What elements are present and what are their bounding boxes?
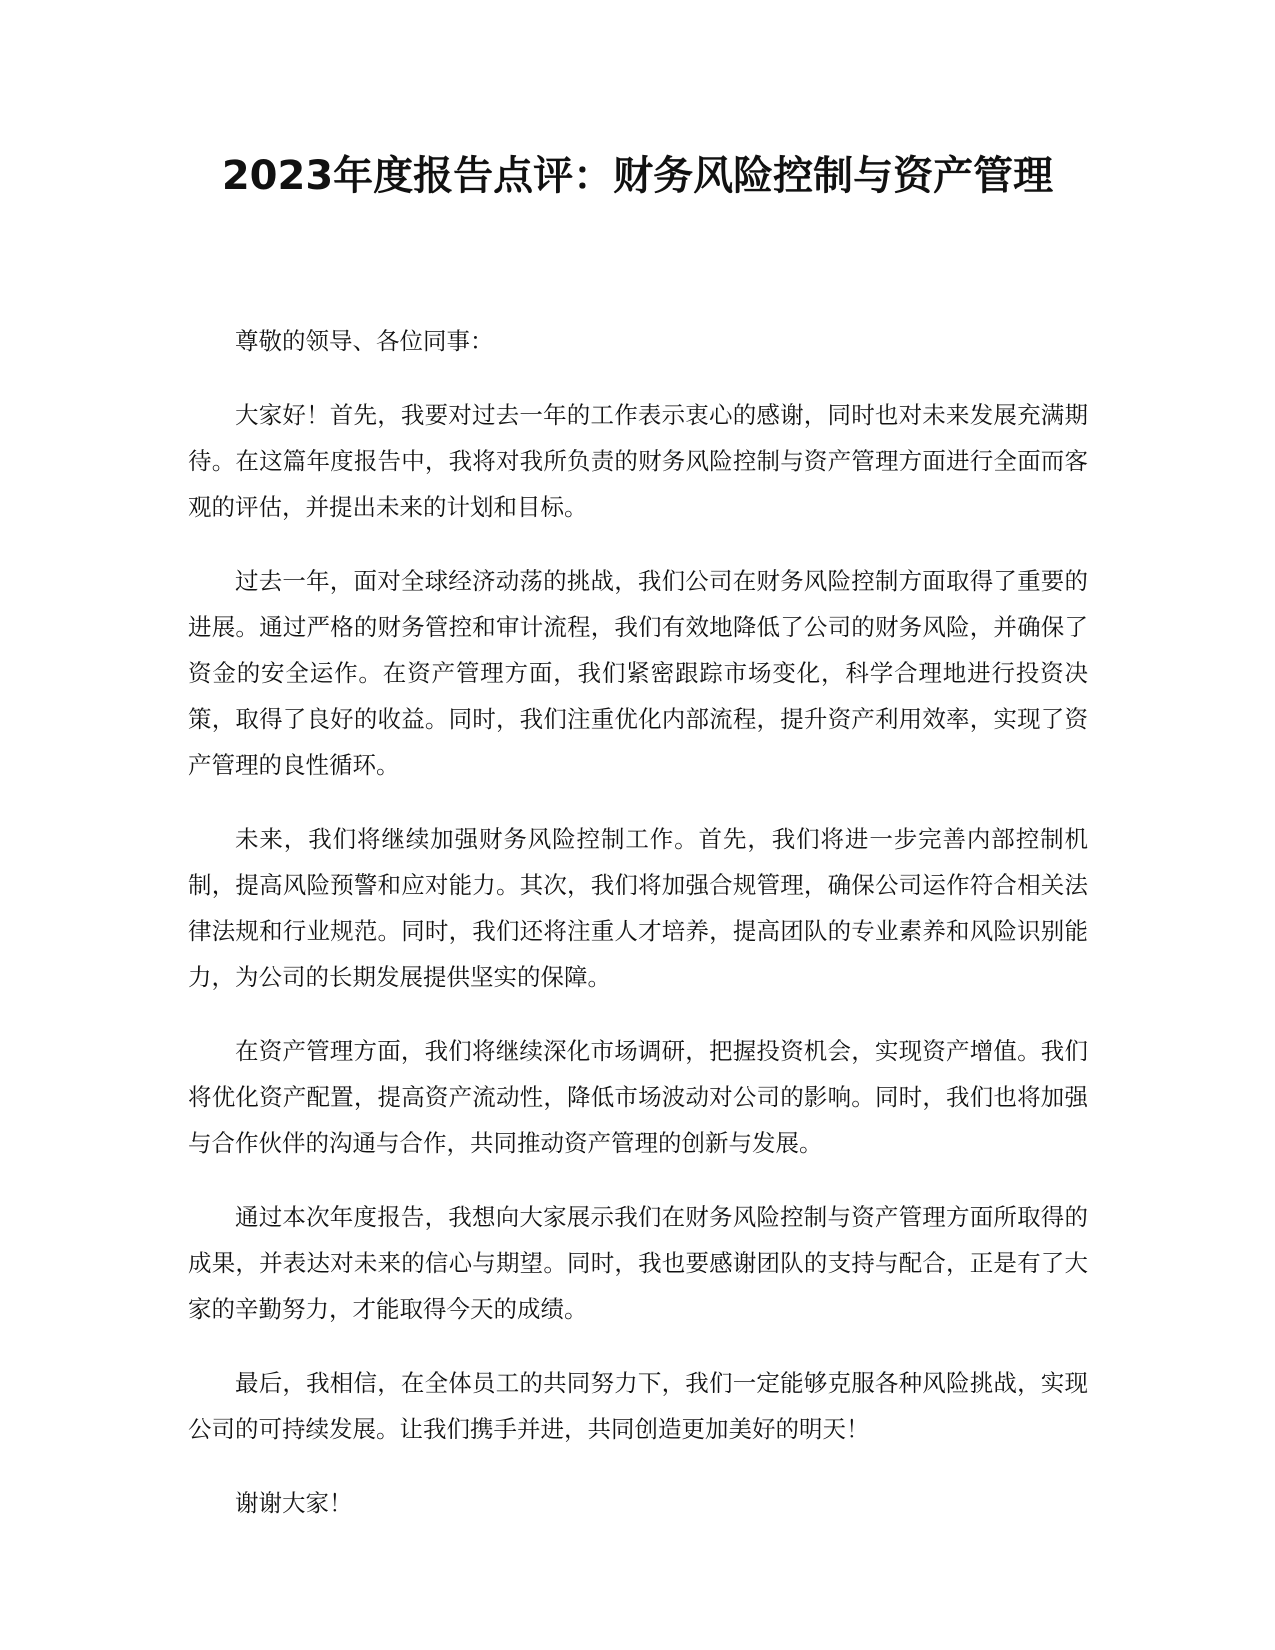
body-paragraph: 通过本次年度报告，我想向大家展示我们在财务风险控制与资产管理方面所取得的成果，并表达对未来的信心与期望。同时，我也要感谢团队的支持与配合，正是有了大家的辛勤努力，才能取得今天的成绩。 (188, 1203, 1088, 1323)
body-paragraph: 大家好！首先，我要对过去一年的工作表示衷心的感谢，同时也对未来发展充满期待。在这篇年度报告中，我将对我所负责的财务风险控制与资产管理方面进行全面而客观的评估，并提出未来的计划和目标。 (188, 401, 1088, 521)
document-title: 2023年度报告点评：财务风险控制与资产管理 (221, 153, 1054, 199)
closing-paragraph: 谢谢大家！ (235, 1489, 353, 1517)
body-paragraph: 在资产管理方面，我们将继续深化市场调研，把握投资机会，实现资产增值。我们将优化资产配置，提高资产流动性，降低市场波动对公司的影响。同时，我们也将加强与合作伙伴的沟通与合作，共同推动资产管理的创新与发展。 (188, 1037, 1088, 1157)
body-paragraph: 最后，我相信，在全体员工的共同努力下，我们一定能够克服各种风险挑战，实现公司的可持续发展。让我们携手并进，共同创造更加美好的明天！ (188, 1369, 1088, 1443)
body-paragraph: 未来，我们将继续加强财务风险控制工作。首先，我们将进一步完善内部控制机制，提高风险预警和应对能力。其次，我们将加强合规管理，确保公司运作符合相关法律法规和行业规范。同时，我们还将注重人才培养，提高团队的专业素养和风险识别能力，为公司的长期发展提供坚实的保障。 (188, 825, 1088, 991)
document-body (188, 318, 1088, 1554)
body-paragraph: 过去一年，面对全球经济动荡的挑战，我们公司在财务风险控制方面取得了重要的进展。通过严格的财务管控和审计流程，我们有效地降低了公司的财务风险，并确保了资金的安全运作。在资产管理方面，我们紧密跟踪市场变化，科学合理地进行投资决策，取得了良好的收益。同时，我们注重优化内部流程，提升资产利用效率，实现了资产管理的良性循环。 (188, 567, 1088, 779)
salutation-paragraph: 尊敬的领导、各位同事： (235, 327, 494, 355)
